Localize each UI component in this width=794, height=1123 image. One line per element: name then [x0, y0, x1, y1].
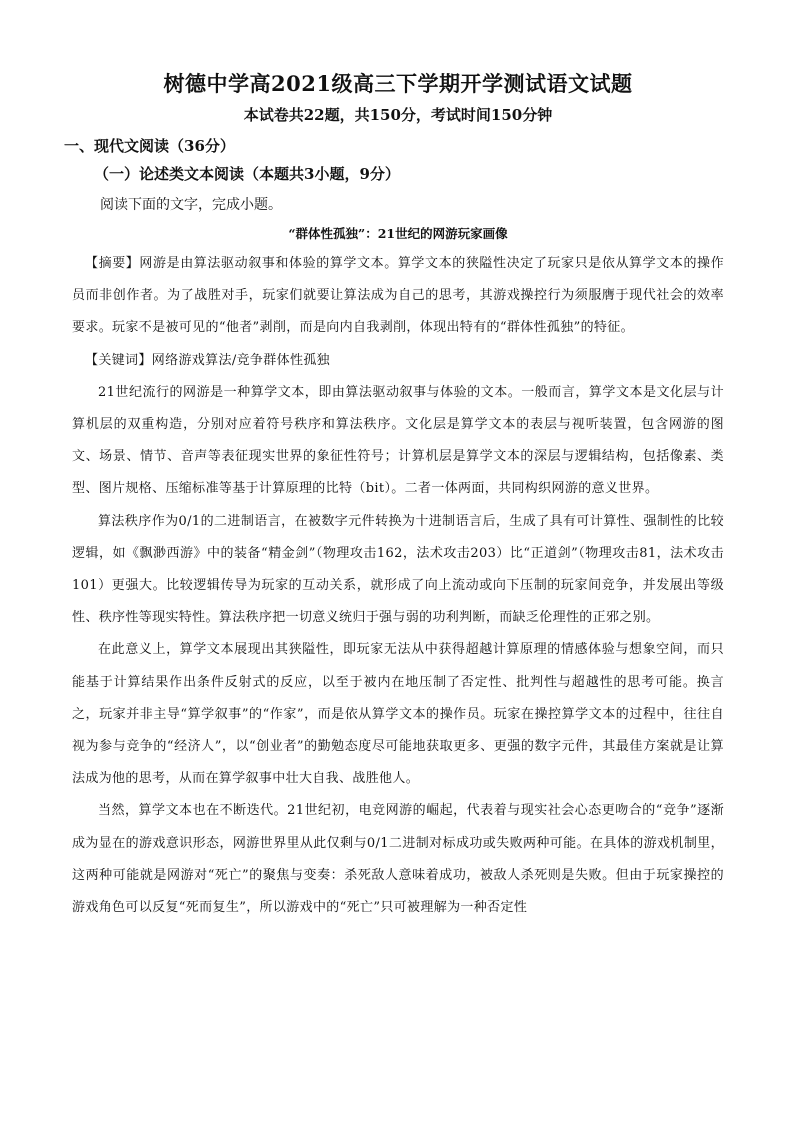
reading-instruction: 阅读下面的文字，完成小题。	[100, 196, 282, 212]
article-paragraph: 21世纪流行的网游是一种算学文本，即由算法驱动叙事与体验的文本。一般而言，算学文本是文化层与计算机层的双重构造，分别对应着符号秩序和算法秩序。文化层是算学文本的表层与视听装置，包含网游的图文、场景、情节、音声等表征现实世界的象征性符号；计算机层是算学文本的深层与逻辑结构，包括像素、类型、图片规格、压缩标准等基于计算原理的比特（bit）。二者一体两面，共同构织网游的意义世界。	[72, 384, 724, 497]
exam-subtitle: 本试卷共22题，共150分，考试时间150分钟	[243, 106, 553, 124]
article-paragraph: 算法秩序作为0/1的二进制语言，在被数字元件转换为十进制语言后，生成了具有可计算性、强制性的比较逻辑，如《飘渺西游》中的装备“精金剑”（物理攻击162，法术攻击203）比“正道剑”（物理攻击81，法术攻击101）更强大。比较逻辑传导为玩家的互动关系，就形成了向上流动或向下压制的玩家间竞争，并发展出等级性、秩序性等现实特性。算法秩序把一切意义统归于强与弱的功利判断，而缺乏伦理性的正邪之别。	[72, 513, 724, 626]
section-heading: 一、现代文阅读（36分）	[64, 137, 235, 155]
article-title: “群体性孤独”：21世纪的网游玩家画像	[288, 226, 508, 241]
article-paragraph: 当然，算学文本也在不断迭代。21世纪初，电竞网游的崛起，代表着与现实社会心态更吻合的“竞争”逐渐成为显在的游戏意识形态，网游世界里从此仅剩与0/1二进制对标成功或失败两种可能。在具体的游戏机制里，这两种可能就是网游对“死亡”的聚焦与变奏：杀死敌人意味着成功，被敌人杀死则是失败。但由于玩家操控的游戏角色可以反复“死而复生”，所以游戏中的“死亡”只可被理解为一种否定性	[72, 803, 724, 916]
article-paragraph: 在此意义上，算学文本展现出其狭隘性，即玩家无法从中获得超越计算原理的情感体验与想象空间，而只能基于计算结果作出条件反射式的反应，以至于被内在地压制了否定性、批判性与超越性的思考可能。换言之，玩家并非主导“算学叙事”的“作家”，而是依从算学文本的操作员。玩家在操控算学文本的过程中，往往自视为参与竞争的“经济人”，以“创业者”的勤勉态度尽可能地获取更多、更强的数字元件，其最佳方案就是让算法成为他的思考，从而在算学叙事中壮大自我、战胜他人。	[72, 642, 724, 787]
article-abstract: 【摘要】网游是由算法驱动叙事和体验的算学文本。算学文本的狭隘性决定了玩家只是依从算学文本的操作员而非创作者。为了战胜对手，玩家们就要让算法成为自己的思考，其游戏操控行为须服膺于现代社会的效率要求。玩家不是被可见的“他者”剥削，而是向内自我剥削，体现出特有的“群体性孤独”的特征。	[72, 256, 724, 336]
sub-section-heading: （一）论述类文本阅读（本题共3小题，9分）	[94, 165, 400, 183]
article-keywords: 【关键词】网络游戏算法/竞争群体性孤独	[85, 352, 331, 368]
exam-title: 树德中学高2021级高三下学期开学测试语文试题	[163, 71, 633, 96]
